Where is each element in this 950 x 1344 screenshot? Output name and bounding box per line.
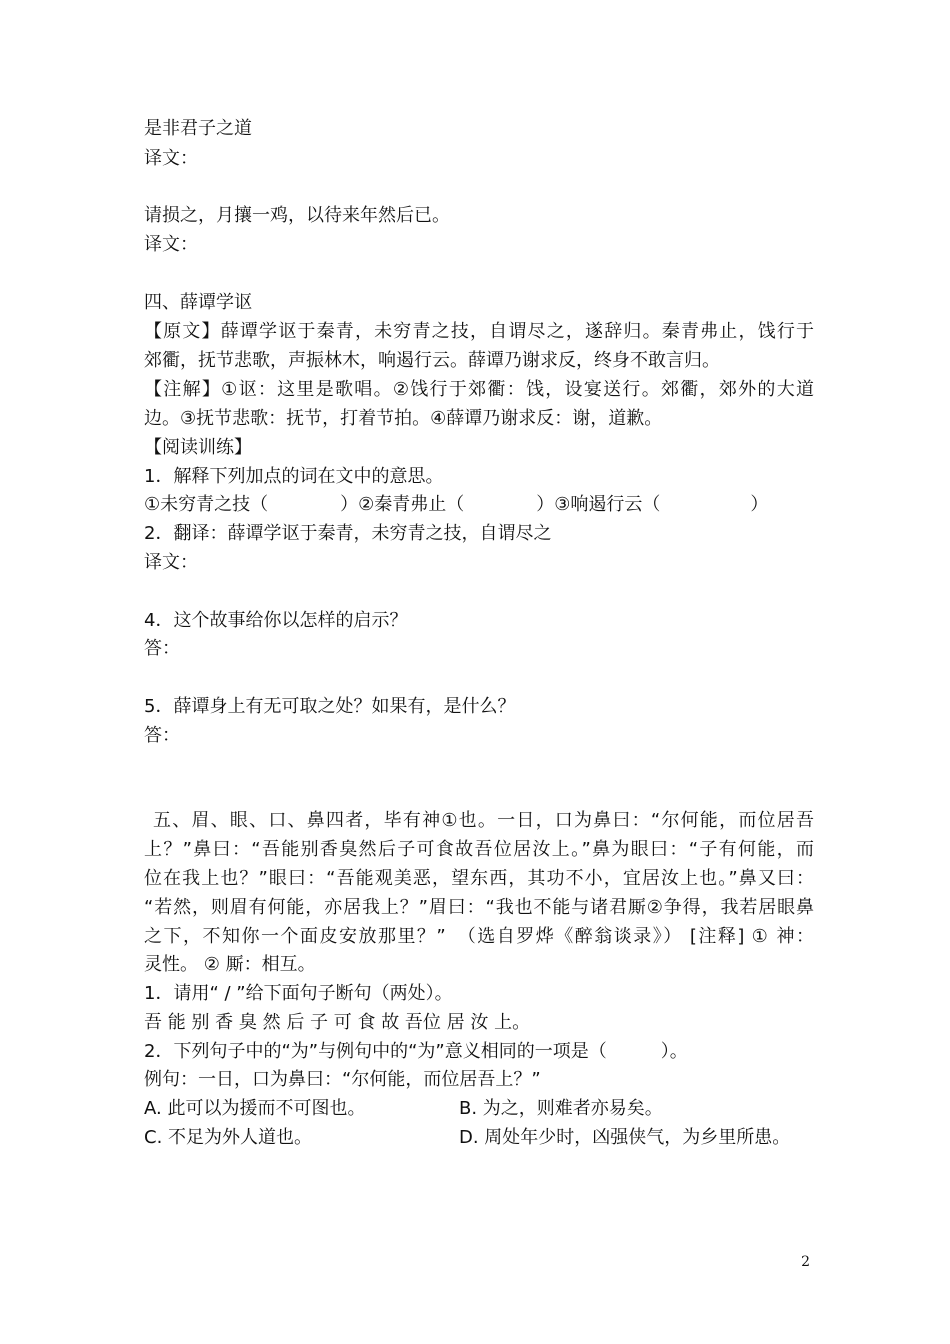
option-c: C. 不足为外人道也。	[144, 1127, 313, 1148]
text-line: 上？”鼻曰：“吾能别香臭然后子可食故吾位居汝上。”鼻为眼曰：“子有何能，而	[144, 839, 814, 860]
text-line: 【原文】薛谭学讴于秦青，未穷青之技，自谓尽之，遂辞归。秦青弗止，饯行于	[144, 321, 814, 342]
question: 2．翻译：薛谭学讴于秦青，未穷青之技，自谓尽之	[144, 523, 552, 544]
text-line: 郊衢，抚节悲歌，声振林木，响遏行云。薛谭乃谢求反，终身不敢言归。	[144, 350, 720, 371]
option-a: A. 此可以为援而不可图也。	[144, 1098, 366, 1119]
option-b: B. 为之，则难者亦易矣。	[459, 1098, 663, 1119]
section-heading: 五、眉、眼、口、鼻四者，毕有神①也。一日，口为鼻曰：“尔何能，而位居吾	[153, 810, 814, 831]
text-line: 请损之，月攘一鸡，以待来年然后已。	[144, 205, 450, 226]
question: 5．薛谭身上有无可取之处？如果有，是什么？	[144, 696, 516, 717]
text-line: 灵性。 ② 厮：相互。	[144, 954, 316, 975]
text-line: 【注解】①讴：这里是歌唱。②饯行于郊衢：饯，设宴送行。郊衢，郊外的大道	[144, 379, 814, 400]
text-line: 译文：	[144, 552, 198, 573]
text-line: 【阅读训练】	[144, 437, 252, 458]
question: 2．下列句子中的“为”与例句中的“为”意义相同的一项是（ ）。	[144, 1041, 688, 1062]
question-blanks: ①未穷青之技（ ）②秦青弗止（ ）③响遏行云（ ）	[144, 494, 769, 515]
answer-options-row	[144, 1098, 814, 1120]
text-line: 答：	[144, 725, 180, 746]
text-line: 答：	[144, 638, 180, 659]
text-line: 位在我上也？”眼曰：“吾能观美恶，望东西，其功不小，宜居汝上也。”鼻又曰：	[144, 868, 814, 889]
option-d: D. 周处年少时，凶强侠气，为乡里所患。	[459, 1127, 791, 1148]
question: 1．请用“ / ”给下面句子断句（两处）。	[144, 983, 453, 1004]
text-line: 吾 能 别 香 臭 然 后 子 可 食 故 吾位 居 汝 上。	[144, 1012, 531, 1033]
text-line: 边。③抚节悲歌：抚节，打着节拍。④薛谭乃谢求反：谢，道歉。	[144, 408, 663, 429]
text-line: 之下，不知你一个面皮安放那里？” （选自罗烨《醉翁谈录》） [注释] ① 神：	[144, 926, 814, 947]
page-number: 2	[801, 1254, 810, 1270]
text-line: 是非君子之道	[144, 118, 252, 139]
text-line: “若然，则眉有何能，亦居我上？”眉曰：“我也不能与诸君厮②争得，我若居眼鼻	[144, 897, 814, 918]
question: 1．解释下列加点的词在文中的意思。	[144, 466, 444, 487]
text-line: 译文：	[144, 148, 198, 169]
answer-options-row	[144, 1127, 814, 1149]
section-heading: 四、薛谭学讴	[144, 292, 252, 313]
text-line: 例句：一日，口为鼻曰：“尔何能，而位居吾上？”	[144, 1069, 541, 1090]
question: 4．这个故事给你以怎样的启示？	[144, 610, 408, 631]
text-line: 译文：	[144, 234, 198, 255]
